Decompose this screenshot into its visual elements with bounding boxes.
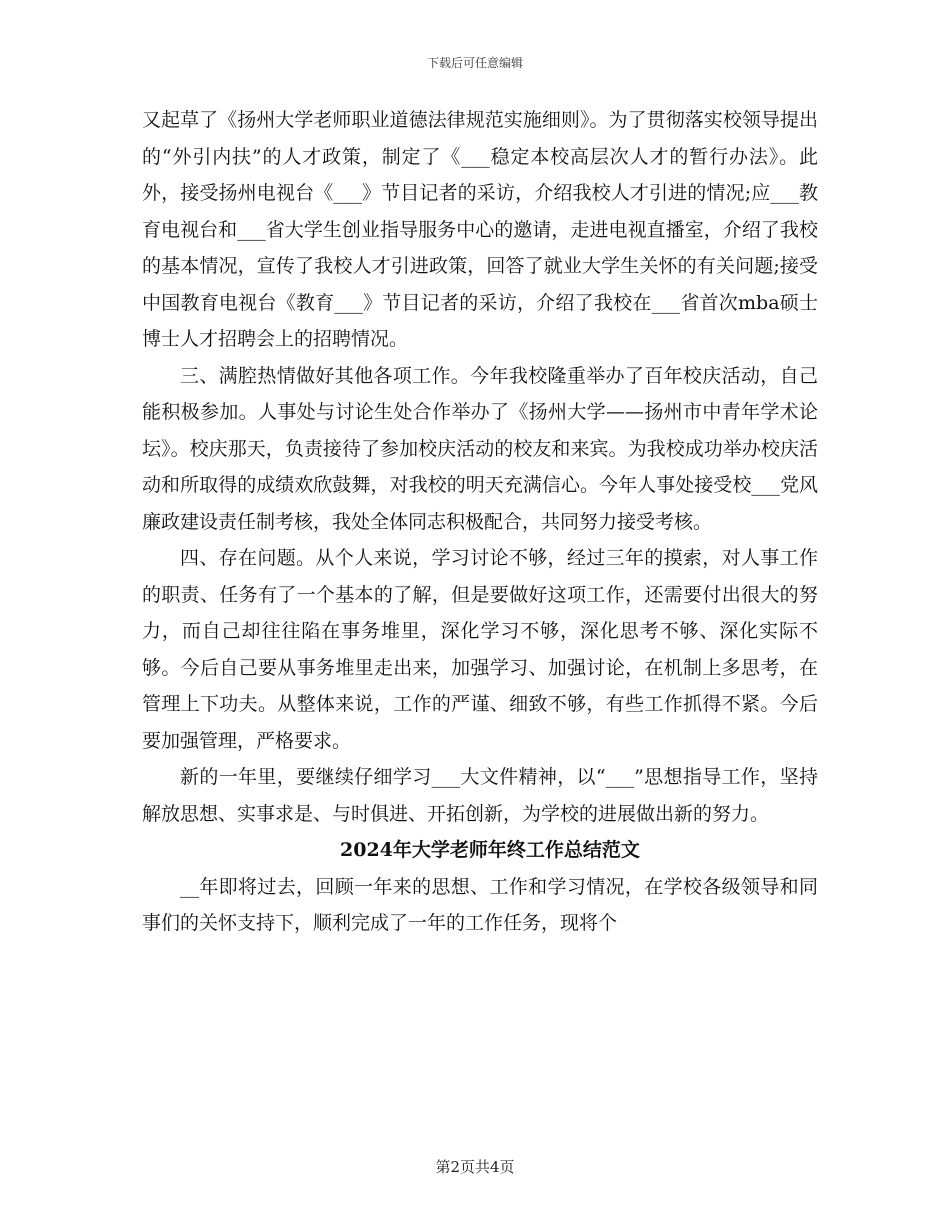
paragraph-continuation: 又起草了《扬州大学老师职业道德法律规范实施细则》。为了贯彻落实校领导提出的“外引内扶”的人才政策，制定了《___稳定本校高层次人才的暂行办法》。此外，接受扬州电视台《___》节目记者的采访，介绍我校人才引进的情况;应___教育电视台和___省大学生创业指导服务中心的邀请，走进电视直播室，介绍了我校的基本情况，宣传了我校人才引进政策，回答了就业大学生关怀的有关问题;接受中国教育电视台《教育___》节目记者的采访，介绍了我校在___省首次mba硕士博士人才招聘会上的招聘情况。 (142, 109, 818, 350)
page-number: 第2页共4页 (435, 1158, 515, 1176)
section-title: 2024年大学老师年终工作总结范文 (340, 839, 640, 861)
header-note: 下载后可任意编辑 (426, 56, 523, 70)
paragraph-section-three: 三、满腔热情做好其他各项工作。今年我校隆重举办了百年校庆活动，自己能积极参加。人事处与讨论生处合作举办了《扬州大学——扬州市中青年学术论坛》。校庆那天，负责接待了参加校庆活动的校友和来宾。为我校成功举办校庆活动和所取得的成绩欢欣鼓舞，对我校的明天充满信心。今年人事处接受校___党风廉政建设责任制考核，我处全体同志积极配合，共同努力接受考核。 (142, 364, 818, 533)
document-body (142, 102, 818, 942)
paragraph-new-year: 新的一年里，要继续仔细学习___大文件精神，以“___”思想指导工作，坚持解放思想、实事求是、与时俱进、开拓创新，为学校的进展做出新的努力。 (142, 766, 818, 825)
paragraph-section-four: 四、存在问题。从个人来说，学习讨论不够，经过三年的摸索，对人事工作的职责、任务有了一个基本的了解，但是要做好这项工作，还需要付出很大的努力，而自己却往往陷在事务堆里，深化学习不够，深化思考不够、深化实际不够。今后自己要从事务堆里走出来，加强学习、加强讨论，在机制上多思考，在管理上下功夫。从整体来说，工作的严谨、细致不够，有些工作抓得不紧。今后要加强管理，严格要求。 (142, 547, 818, 752)
paragraph-intro: __年即将过去，回顾一年来的思想、工作和学习情况，在学校各级领导和同事们的关怀支持下，顺利完成了一年的工作任务，现将个 (142, 875, 818, 934)
